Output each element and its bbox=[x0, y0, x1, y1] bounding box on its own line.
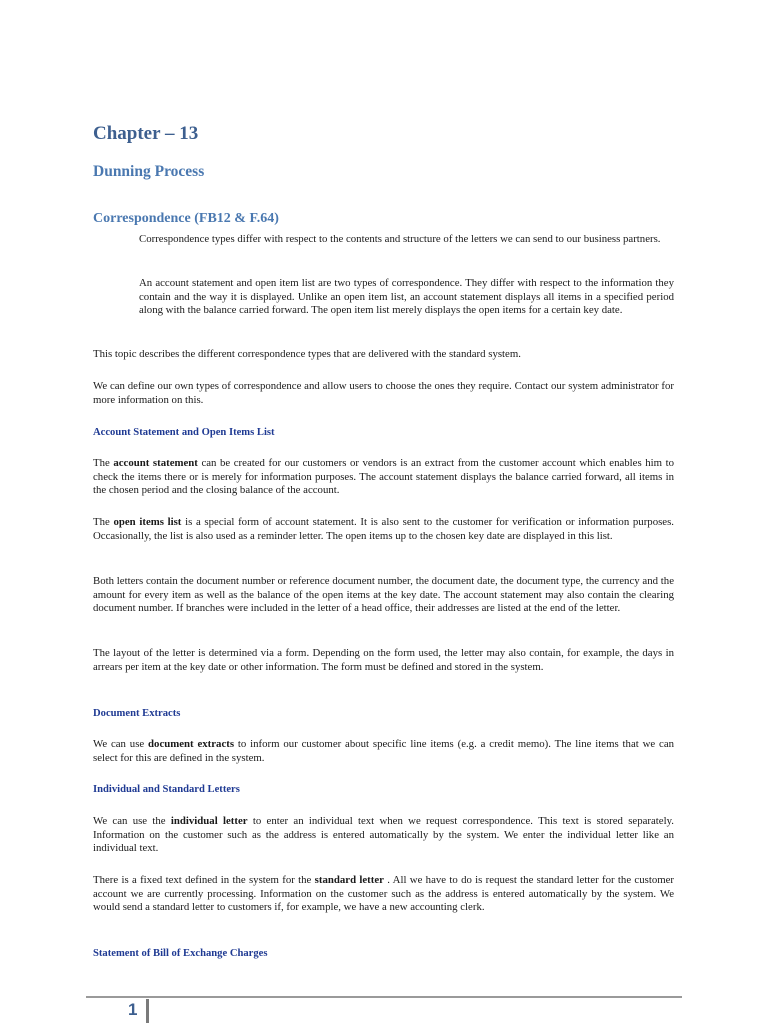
open-items-list-paragraph bbox=[93, 516, 674, 543]
intro-paragraph-1: Correspondence types differ with respect to the contents and structure of the letters we can send to our business partners. bbox=[139, 233, 661, 245]
account-statement-paragraph bbox=[93, 457, 674, 498]
text-run: The bbox=[93, 457, 114, 469]
both-letters-paragraph: Both letters contain the document number or reference document number, the document date, the document type, the currency and the amount for every item as well as the balance of the open items at the key date. The account statement may also contain the clearing document number. If branches were included in the letter of a head office, their addresses are listed at the end of the letter. bbox=[93, 575, 674, 615]
term-account-statement: account statement bbox=[113, 457, 198, 469]
term-document-extracts: document extracts bbox=[148, 738, 235, 750]
chapter-title: Chapter – 13 bbox=[93, 123, 199, 144]
section-heading-document-extracts: Document Extracts bbox=[93, 708, 181, 719]
footer-divider bbox=[86, 996, 682, 998]
text-run: We can use the bbox=[93, 815, 171, 827]
document-extracts-paragraph bbox=[93, 738, 674, 765]
text-run: to enter an individual text when we request correspondence. This text is stored separately. Information on the customer such as the address is entered automatically by the system. We enter the individual letter like an individual text. bbox=[93, 815, 674, 855]
text-run: is a special form of account statement. It is also sent to the customer for verification or information purposes. Occasionally, the list is also used as a reminder letter. The open items up to the chosen key date are displayed in this list. bbox=[93, 516, 674, 542]
term-individual-letter: individual letter bbox=[170, 815, 248, 827]
section-heading-account-statement: Account Statement and Open Items List bbox=[93, 427, 275, 438]
section-heading-individual-standard: Individual and Standard Letters bbox=[93, 784, 240, 795]
correspondence-heading: Correspondence (FB12 & F.64) bbox=[93, 211, 279, 226]
individual-letter-paragraph bbox=[93, 815, 674, 856]
chapter-subtitle: Dunning Process bbox=[93, 163, 205, 180]
term-standard-letter: standard letter bbox=[314, 874, 384, 886]
topic-paragraph: This topic describes the different correspondence types that are delivered with the standard system. bbox=[93, 348, 521, 360]
text-run: There is a fixed text defined in the system for the bbox=[93, 874, 315, 886]
layout-paragraph: The layout of the letter is determined via a form. Depending on the form used, the letter may also contain, for example, the days in arrears per item at the key date or other information. The form must be defined and stored in the system. bbox=[93, 647, 674, 673]
text-run: . All we have to do is request the standard letter for the customer account we are currently processing. Information on the customer such as the address is entered automatically by the system. We would send a standard letter to customers if, for example, we have a new accounting clerk. bbox=[93, 874, 675, 914]
text-run: The bbox=[93, 516, 114, 528]
text-run: can be created for our customers or vendors is an extract from the customer account which enables him to check the items there or is merely for information purposes. The account statement displays the balance carried forward, all items in the chosen period and the closing balance of the account. bbox=[93, 457, 674, 497]
standard-letter-paragraph bbox=[93, 874, 674, 915]
intro-paragraph-2: An account statement and open item list are two types of correspondence. They differ with respect to the information they contain and the way it is displayed. Unlike an open item list, an account statement displays all items in a specified period along with the balance carried forward. The open item list merely displays the open items for a certain key date. bbox=[139, 277, 674, 317]
text-run: We can use bbox=[93, 738, 149, 750]
page-number: 1 bbox=[128, 1000, 138, 1019]
text-run: to inform our customer about specific line items (e.g. a credit memo). The line items that we can select for this are defined in the system. bbox=[93, 738, 675, 764]
page-number-divider bbox=[146, 999, 149, 1023]
define-paragraph: We can define our own types of correspondence and allow users to choose the ones they require. Contact our system administrator for more information on this. bbox=[93, 380, 674, 406]
section-heading-bill-of-exchange: Statement of Bill of Exchange Charges bbox=[93, 948, 268, 959]
term-open-items-list: open items list bbox=[113, 516, 182, 528]
